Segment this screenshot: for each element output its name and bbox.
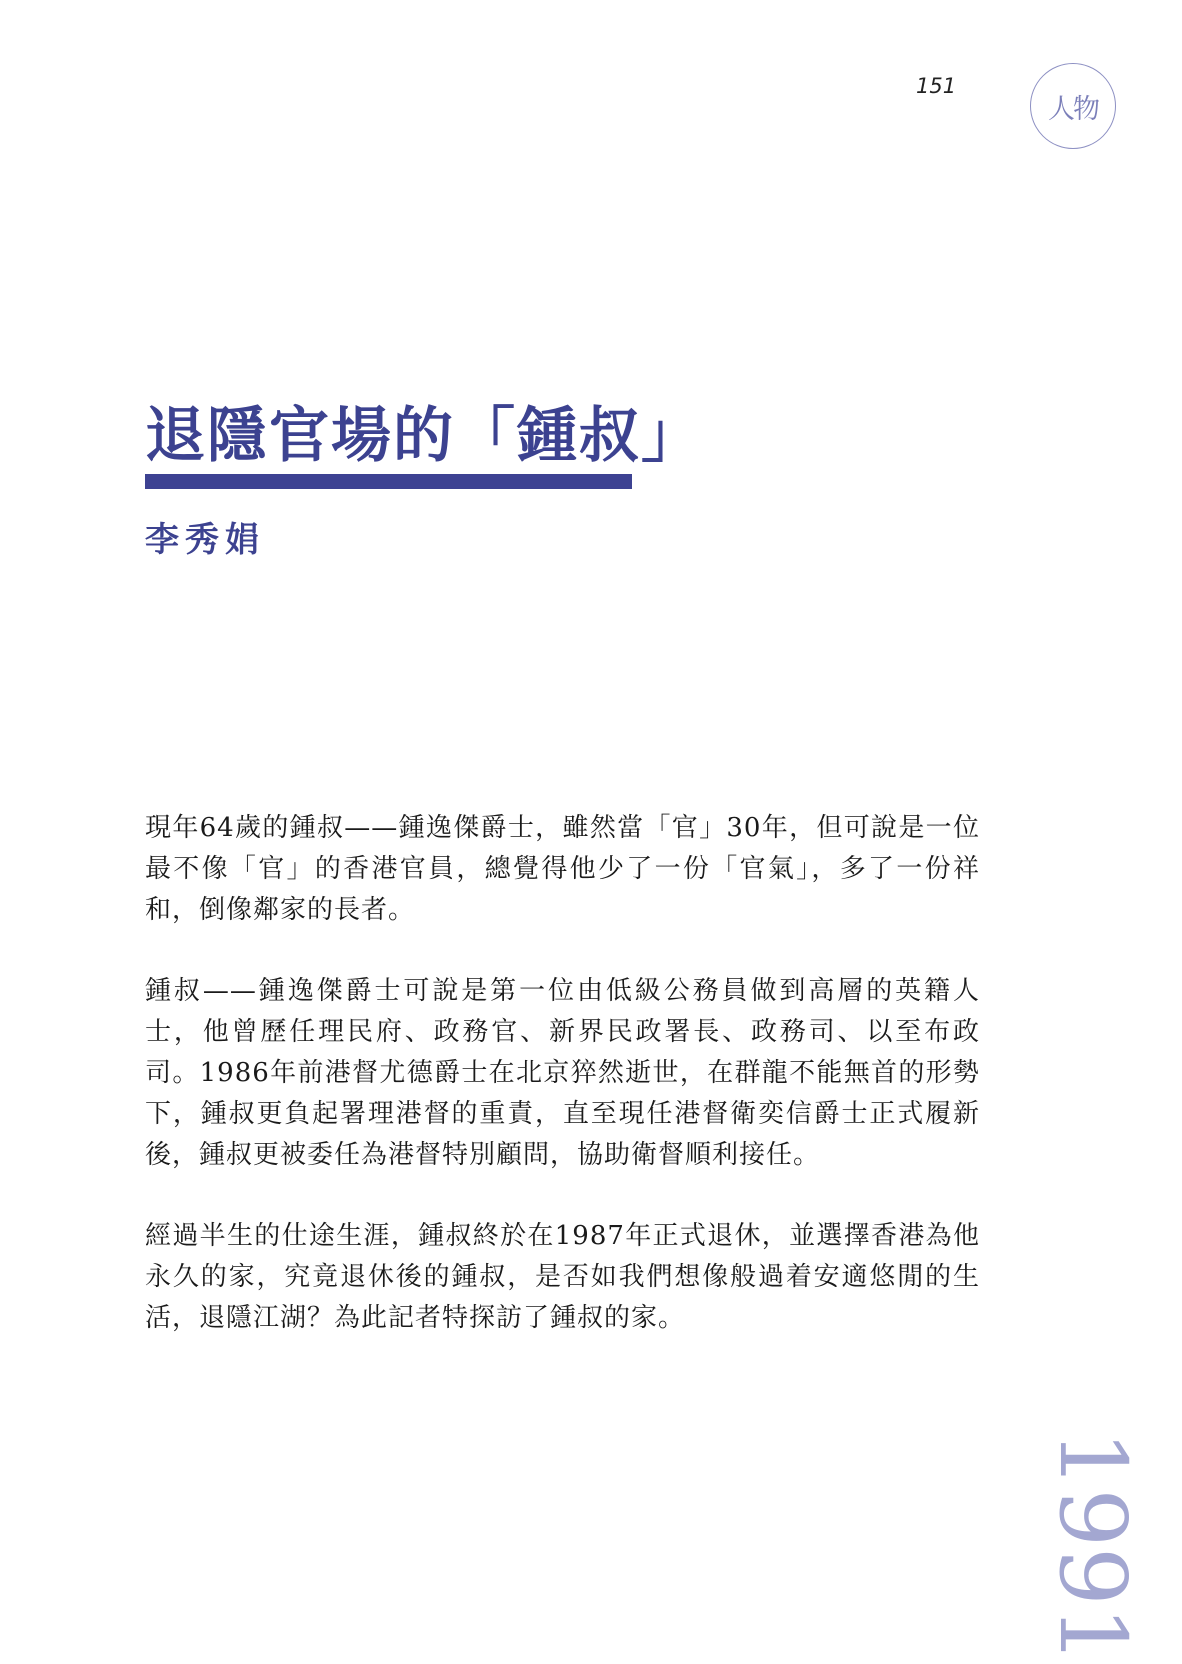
year-marker [1039,1430,1146,1664]
section-badge: 人物 [1030,63,1116,149]
paragraph: 鍾叔——鍾逸傑爵士可說是第一位由低級公務員做到高層的英籍人士，他曾歷任理民府、政務官、新界民政署長、政務司、以至布政司。1986年前港督尤德爵士在北京猝然逝世，在群龍不能無首的形勢下，鍾叔更負起署理港督的重責，直至現任港督衛奕信爵士正式履新後，鍾叔更被委任為港督特別顧問，協助衛督順利接任。 [145,976,980,1170]
paragraph: 經過半生的仕途生涯，鍾叔終於在1987年正式退休，並選擇香港為他永久的家，究竟退休後的鍾叔，是否如我們想像般過着安適悠閒的生活，退隱江湖？為此記者特探訪了鍾叔的家。 [145,1221,980,1333]
article-body [145,808,980,1379]
article-title: 退隱官場的「鍾叔」 [145,401,703,471]
page-number: 151 [916,74,957,98]
article-title-block [145,398,703,474]
title-underline-bar [145,474,632,489]
paragraph: 現年64歲的鍾叔——鍾逸傑爵士，雖然當「官」30年，但可說是一位最不像「官」的香港官員，總覺得他少了一份「官氣」，多了一份祥和，倒像鄰家的長者。 [145,813,980,925]
article-author: 李秀娟 [145,520,265,560]
year-text: 1991 [1039,1430,1146,1664]
